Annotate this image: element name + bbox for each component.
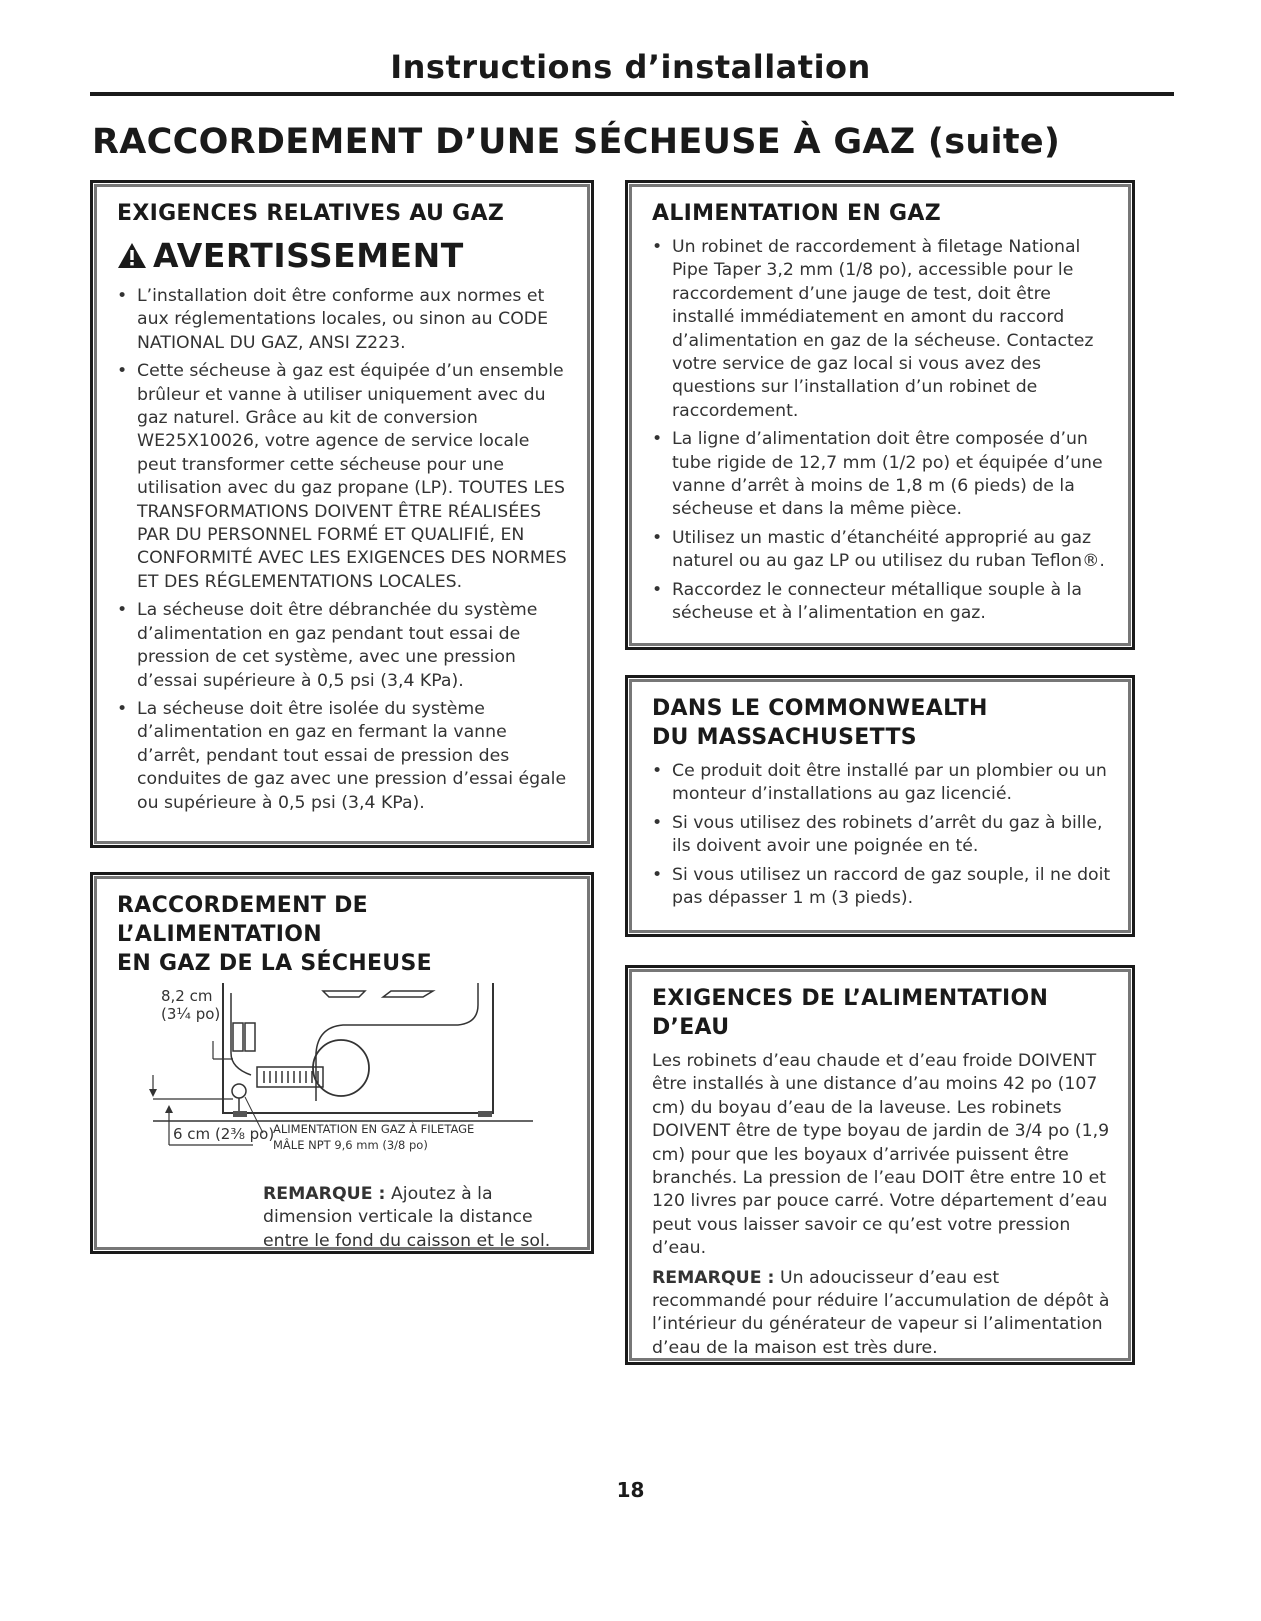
water-supply-body: Les robinets d’eau chaude et d’eau froide DOIVENT être installés à une distance d’au moins 42 po (107 cm) du boyau d’eau de la laveuse. Les robinets DOIVENT être de type boyau de jardin de 3/4 po (1,9 cm) pour que les boyaux d’arrivée puissent être branchés. La pression de l’eau DOIT être entre 10 et 120 livres par pouce carré. Votre département d’eau peut vous laisser savoir ce qu’est votre pression d’eau. xyxy=(652,1051,1110,1259)
note-text: Ajoutez à la dimension verticale la distance entre le fond du caisson et le sol. xyxy=(263,1184,551,1251)
dim-top-line1: 8,2 cm xyxy=(161,987,213,1005)
massachusetts-box xyxy=(625,675,1135,937)
gas-requirements-box xyxy=(90,180,594,848)
list-item: • Cette sécheuse à gaz est équipée d’un ensemble brûleur et vanne à utiliser uniquement avec du gaz naturel. Grâce au kit de conversion WE25X10026, votre agence de service locale peut transformer cette sécheuse pour une utilisation avec du gaz propane (LP). TOUTES LES TRANSFORMATIONS DOIVENT ÊTRE RÉALISÉES PAR DU PERSONNEL FORMÉ ET QUALIFIÉ, EN CONFORMITÉ AVEC LES EXIGENCES DES NORMES ET DES RÉGLEMENTATIONS LOCALES. xyxy=(117,360,573,594)
dryer-connection-heading-line1: RACCORDEMENT DE L’ALIMENTATION xyxy=(117,893,368,947)
gas-supply-heading: ALIMENTATION EN GAZ xyxy=(652,201,941,226)
water-supply-note xyxy=(652,1267,1114,1361)
list-item: • Utilisez un mastic d’étanchéité approprié au gaz naturel ou au gaz LP ou utilisez du ruban Teflon®. xyxy=(652,527,1114,574)
massachusetts-heading xyxy=(652,694,1114,752)
note-label: REMARQUE : xyxy=(652,1267,775,1288)
page-number: 18 xyxy=(616,1478,645,1502)
gas-connection-diagram xyxy=(133,983,573,1173)
gas-requirements-list xyxy=(117,285,573,815)
dryer-connection-heading-line2: EN GAZ DE LA SÉCHEUSE xyxy=(117,951,432,976)
supply-label-line2: MÂLE NPT 9,6 mm (3/8 po) xyxy=(273,1138,428,1152)
dryer-connection-box xyxy=(90,872,594,1254)
warning-label: AVERTISSEMENT xyxy=(153,236,464,275)
massachusetts-heading-line1: DANS LE COMMONWEALTH xyxy=(652,696,988,721)
dim-bottom: 6 cm (2⅜ po) xyxy=(173,1125,275,1143)
list-item: • Raccordez le connecteur métallique souple à la sécheuse et à l’alimentation en gaz. xyxy=(652,579,1114,626)
diagram-note xyxy=(263,1183,583,1253)
supply-label-line1: ALIMENTATION EN GAZ À FILETAGE xyxy=(273,1122,475,1136)
list-item: • Un robinet de raccordement à filetage National Pipe Taper 3,2 mm (1/8 po), accessible pour le raccordement d’une jauge de test, doit être installé immédiatement en amont du raccord d’alimentation en gaz de la sécheuse. Contactez votre service de gaz local si vous avez des questions sur l’installation d’un robinet de raccordement. xyxy=(652,236,1114,423)
warning-triangle-icon xyxy=(117,242,147,269)
warning-heading xyxy=(117,236,573,275)
list-item: • L’installation doit être conforme aux normes et aux réglementations locales, ou sinon au CODE NATIONAL DU GAZ, ANSI Z223. xyxy=(117,285,573,355)
header-rule xyxy=(90,92,1174,96)
section-title: RACCORDEMENT D’UNE SÉCHEUSE À GAZ (suite) xyxy=(92,122,1061,162)
note-text: Un adoucisseur d’eau est recommandé pour réduire l’accumulation de dépôt à l’intérieur du générateur de vapeur si l’alimentation d’eau de la maison est très dure. xyxy=(652,1267,1110,1358)
gas-supply-box xyxy=(625,180,1135,650)
list-item: • La sécheuse doit être débranchée du système d’alimentation en gaz pendant tout essai de pression de cet système, avec une pression d’essai supérieure à 0,5 psi (3,4 KPa). xyxy=(117,599,573,693)
water-supply-heading: EXIGENCES DE L’ALIMENTATION D’EAU xyxy=(652,986,1049,1040)
water-supply-box xyxy=(625,965,1135,1365)
gas-supply-list xyxy=(652,236,1114,626)
list-item: • Si vous utilisez un raccord de gaz souple, il ne doit pas dépasser 1 m (3 pieds). xyxy=(652,864,1114,911)
page-header-title: Instructions d’installation xyxy=(390,48,871,86)
massachusetts-list xyxy=(652,760,1114,910)
list-item: • La ligne d’alimentation doit être composée d’un tube rigide de 12,7 mm (1/2 po) et équipée d’une vanne d’arrêt à moins de 1,8 m (6 pieds) de la sécheuse et dans la même pièce. xyxy=(652,428,1114,522)
list-item: • Ce produit doit être installé par un plombier ou un monteur d’installations au gaz licencié. xyxy=(652,760,1114,807)
note-label: REMARQUE : xyxy=(263,1184,386,1204)
dryer-connection-heading xyxy=(117,891,573,978)
gas-requirements-heading: EXIGENCES RELATIVES AU GAZ xyxy=(117,201,505,226)
list-item: • Si vous utilisez des robinets d’arrêt du gaz à bille, ils doivent avoir une poignée en té. xyxy=(652,812,1114,859)
dim-top-line2: (3¼ po) xyxy=(161,1005,221,1023)
list-item: • La sécheuse doit être isolée du système d’alimentation en gaz en fermant la vanne d’arrêt, pendant tout essai de pression des conduites de gaz avec une pression d’essai égale ou supérieure à 0,5 psi (3,4 KPa). xyxy=(117,698,573,815)
massachusetts-heading-line2: DU MASSACHUSETTS xyxy=(652,725,917,750)
